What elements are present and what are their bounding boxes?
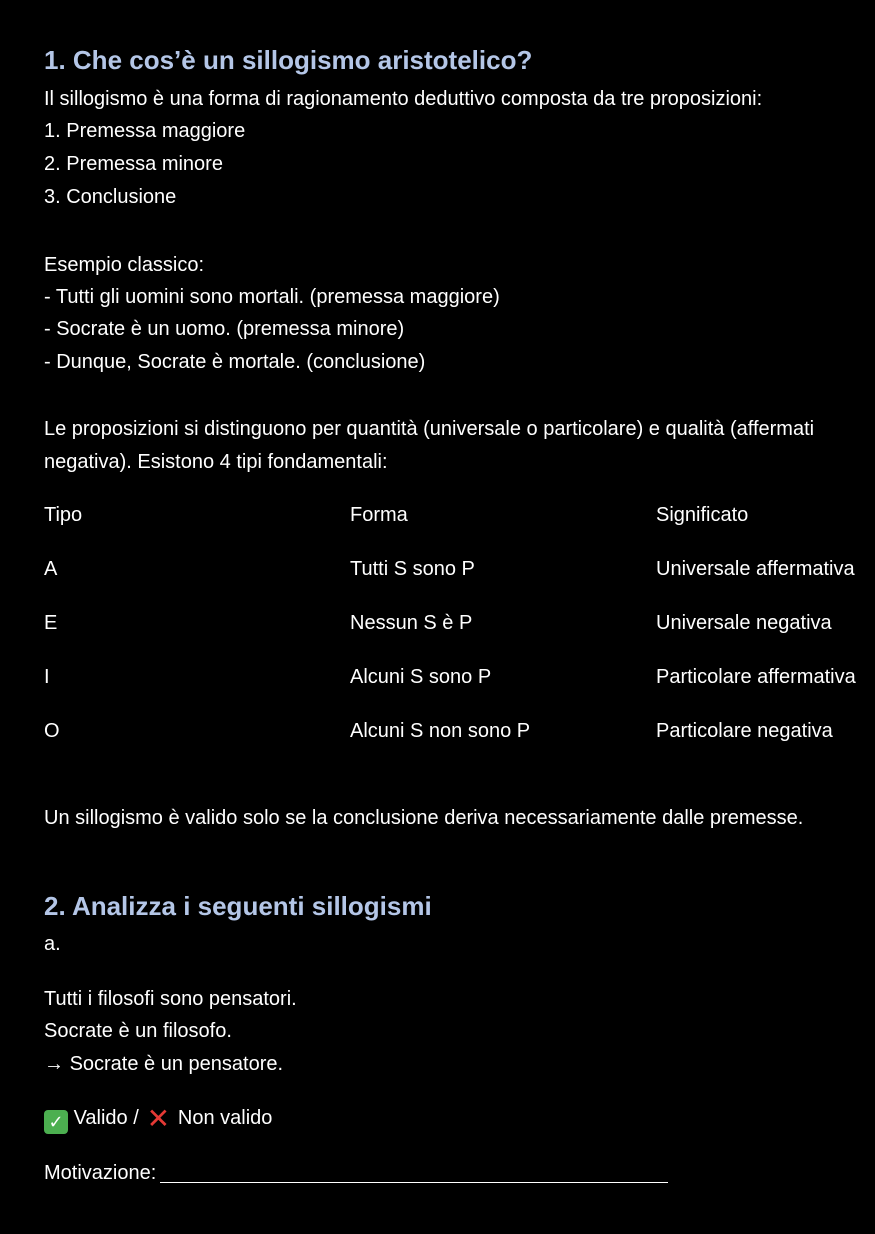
check-mark-icon[interactable]: ✓ — [44, 1110, 68, 1134]
part-item: 3. Conclusione — [44, 186, 177, 208]
conclusion-line — [44, 1051, 283, 1077]
invalid-option-label[interactable]: Non valido — [177, 1107, 273, 1129]
table-header-cell: Tipo — [44, 504, 83, 526]
table-cell: Nessun S è P — [350, 612, 473, 634]
table-cell: Tutti S sono P — [350, 558, 475, 580]
table-cell: Universale negativa — [656, 612, 832, 634]
section-1-title: 1. Che cos’è un sillogismo aristotelico? — [44, 45, 533, 75]
premise-minor: Socrate è un filosofo. — [44, 1020, 232, 1042]
part-item: 2. Premessa minore — [44, 153, 223, 175]
valid-option-label[interactable]: Valido / — [73, 1107, 139, 1129]
example-line: - Socrate è un uomo. (premessa minore) — [44, 318, 405, 340]
section-2-title: 2. Analizza i seguenti sillogismi — [44, 891, 432, 921]
exercise-label: a. — [44, 933, 61, 955]
table-header-cell: Forma — [350, 504, 408, 526]
propositions-text: Le proposizioni si distinguono per quantità (universale o particolare) e qualità (affermati — [44, 418, 815, 440]
table-cell: Particolare affermativa — [656, 666, 856, 688]
premise-major: Tutti i filosofi sono pensatori. — [44, 988, 297, 1010]
table-header-cell: Significato — [656, 504, 749, 526]
validity-choice — [44, 1105, 272, 1134]
part-item: 1. Premessa maggiore — [44, 120, 246, 142]
table-cell: Universale affermativa — [656, 558, 855, 580]
table-cell: A — [44, 558, 58, 580]
cross-mark-icon[interactable]: ✕ — [146, 1103, 171, 1134]
table-cell: I — [44, 666, 50, 688]
example-label: Esempio classico: — [44, 254, 205, 276]
motivation-row — [44, 1160, 668, 1186]
example-line: - Dunque, Socrate è mortale. (conclusione) — [44, 351, 426, 373]
intro-text: Il sillogismo è una forma di ragionamento deduttivo composta da tre proposizioni: — [44, 88, 763, 110]
conclusion-text: Socrate è un pensatore. — [69, 1053, 284, 1075]
table-cell: Alcuni S non sono P — [350, 720, 531, 742]
arrow-icon: → — [44, 1053, 64, 1075]
propositions-text: negativa). Esistono 4 tipi fondamentali: — [44, 451, 388, 473]
example-line: - Tutti gli uomini sono mortali. (premessa maggiore) — [44, 286, 500, 308]
validity-note: Un sillogismo è valido solo se la conclusione deriva necessariamente dalle premesse. — [44, 807, 804, 829]
motivation-label: Motivazione: — [44, 1162, 157, 1184]
document-page — [44, 0, 875, 1234]
motivation-answer-line[interactable] — [160, 1162, 668, 1183]
table-cell: O — [44, 720, 60, 742]
table-cell: Particolare negativa — [656, 720, 833, 742]
table-cell: Alcuni S sono P — [350, 666, 492, 688]
table-cell: E — [44, 612, 58, 634]
